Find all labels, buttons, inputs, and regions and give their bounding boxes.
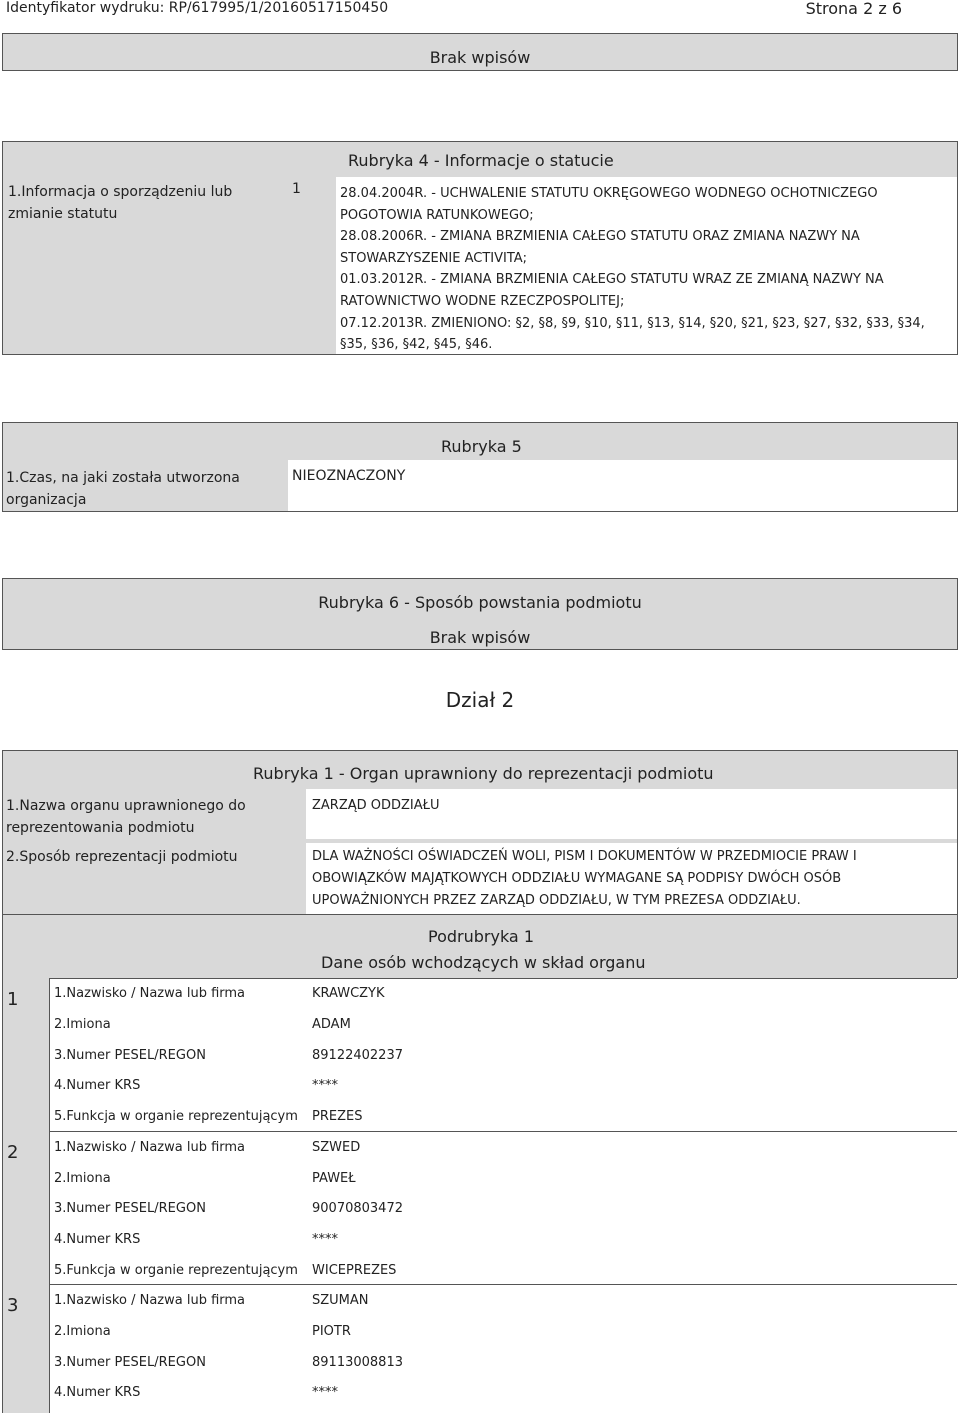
empty-section-text: Brak wpisów [429,48,531,67]
statute-line: 28.04.2004R. - UCHWALENIE STATUTU OKRĘGOWEGO WODNEGO OCHOTNICZEGO [340,186,878,201]
person-label: 5.Funkcja w organie reprezentującym [54,1263,298,1278]
person-divider [49,1284,957,1285]
page-number: Strona 2 z 6 [805,0,902,18]
repr-line: OBOWIĄZKÓW MAJĄTKOWYCH ODDZIAŁU WYMAGANE SĄ PODPISY DWÓCH OSÓB [312,871,842,886]
person-label: 4.Numer KRS [54,1232,141,1247]
rubryka6-title: Rubryka 6 - Sposób powstania podmiotu [318,593,642,612]
organ-repr-value [312,846,857,912]
person-value: WICEPREZES [312,1263,397,1278]
person-value: KRAWCZYK [312,986,385,1001]
statute-line: §35, §36, §42, §45, §46. [340,337,493,353]
person-label: 4.Numer KRS [54,1078,141,1093]
repr-line: UPOWAŻNIONYCH PRZEZ ZARZĄD ODDZIAŁU, W TYM PREZESA ODDZIAŁU. [312,893,801,908]
podrubryka-title: Podrubryka 1 [428,927,534,946]
rubryka6-empty: Brak wpisów [429,628,531,647]
statute-line: 07.12.2013R. ZMIENIONO: §2, §8, §9, §10, §11, §13, §14, §20, §21, §23, §27, §32, §33, §34, [340,315,925,331]
rubryka5-title: Rubryka 5 [441,437,522,456]
person-value: 90070803472 [312,1201,403,1216]
print-identifier: Identyfikator wydruku: RP/617995/1/20160517150450 [6,0,389,16]
rubryka5-value-cell [288,460,957,511]
person-value: PREZES [312,1109,363,1124]
person-label: 2.Imiona [54,1171,111,1186]
empty-section [2,33,958,71]
person-value: **** [312,1385,338,1400]
rubryka4-label: 1.Informacja o sporządzeniu lub zmianie statutu [8,184,233,222]
person-label: 1.Nazwisko / Nazwa lub firma [54,986,246,1001]
person-value: 89122402237 [312,1048,403,1063]
person-divider [49,1131,957,1132]
organ-name-label: 1.Nazwa organu uprawnionego do reprezentowania podmiotu [6,798,246,836]
person-value: 89113008813 [312,1355,403,1370]
person-index: 1 [7,989,19,1010]
persons-top-border [49,978,957,979]
statute-line: POGOTOWIA RATUNKOWEGO; [340,207,534,223]
person-index: 3 [7,1295,19,1316]
person-label: 3.Numer PESEL/REGON [54,1201,206,1216]
person-label: 5.Funkcja w organie reprezentującym [54,1109,298,1124]
dzial-title: Dział 2 [445,688,515,712]
statute-line: RATOWNICTWO WODNE RZECZPOSPOLITEJ; [340,293,625,309]
rubryka6-section [2,578,958,650]
person-label: 3.Numer PESEL/REGON [54,1048,206,1063]
persons-table [49,978,958,1413]
rubryka4-title: Rubryka 4 - Informacje o statucie [348,151,614,170]
organ-repr-label: 2.Sposób reprezentacji podmiotu [6,849,238,865]
person-value: **** [312,1078,338,1093]
person-value: **** [312,1232,338,1247]
person-label: 2.Imiona [54,1324,111,1339]
person-label: 1.Nazwisko / Nazwa lub firma [54,1293,246,1308]
person-label: 2.Imiona [54,1017,111,1032]
rubryka5-label: 1.Czas, na jaki została utworzona organizacja [6,470,240,508]
person-value: PIOTR [312,1324,351,1339]
person-index: 2 [7,1142,19,1163]
repr-line: DLA WAŻNOŚCI OŚWIADCZEŃ WOLI, PISM I DOKUMENTÓW W PRZEDMIOCIE PRAW I [312,849,857,864]
person-value: SZUMAN [312,1293,369,1308]
organ-title: Rubryka 1 - Organ uprawniony do reprezentacji podmiotu [253,764,714,783]
person-value: SZWED [312,1140,361,1155]
person-label: 3.Numer PESEL/REGON [54,1355,206,1370]
organ-name-value: ZARZĄD ODDZIAŁU [312,798,440,813]
organ-name-cell [306,789,957,839]
statute-line: 28.08.2006R. - ZMIANA BRZMIENIA CAŁEGO STATUTU ORAZ ZMIANA NAZWY NA [340,229,860,245]
rubryka4-value [340,183,925,356]
podrubryka-subtitle: Dane osób wchodzących w skład organu [321,953,646,972]
organ-repr-cell [306,843,957,914]
person-value: PAWEŁ [312,1171,356,1186]
person-label: 4.Numer KRS [54,1385,141,1400]
person-value: ADAM [312,1017,351,1032]
rubryka5-value: NIEOZNACZONY [292,468,406,484]
statute-line: 01.03.2012R. - ZMIANA BRZMIENIA CAŁEGO STATUTU WRAZ ZE ZMIANĄ NAZWY NA [340,272,884,288]
statute-line: STOWARZYSZENIE ACTIVITA; [340,250,528,266]
person-label: 1.Nazwisko / Nazwa lub firma [54,1140,246,1155]
rubryka4-entry-number: 1 [292,181,301,197]
rubryka4-value-cell [336,177,957,354]
